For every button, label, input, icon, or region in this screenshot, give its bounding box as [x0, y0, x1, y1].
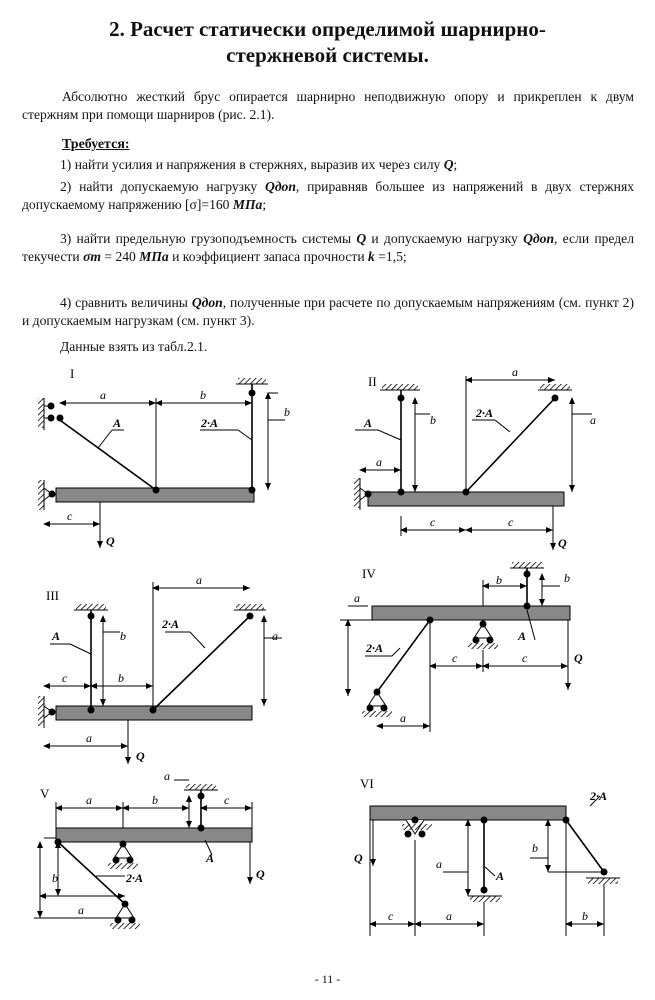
figure-2	[354, 376, 592, 550]
f3-b2: b	[118, 671, 124, 685]
f2-2A: 2·A	[476, 406, 494, 420]
f6-A: A	[496, 869, 505, 883]
f5-Q: Q	[256, 867, 265, 881]
f6-2A: 2·A	[590, 789, 608, 803]
page-title-line1: 2. Расчет статически определимой шарнирно-	[109, 17, 546, 41]
f2-a: a	[512, 365, 518, 379]
f6-a: a	[436, 857, 442, 871]
data-note: Данные взять из табл.2.1.	[60, 339, 208, 354]
f5-a2: a	[78, 903, 84, 917]
requirement-4: 4) сравнить величины Qдоп, полученные при расчете по допускаемым напряжениям (см. пункт 2) и допускаемым нагрузкам (см. пункт 3).	[22, 295, 634, 328]
page-number: - 11 -	[314, 972, 341, 986]
f2-a3: a	[590, 413, 596, 427]
f4-A: A	[518, 629, 527, 643]
f1-a: a	[100, 388, 106, 402]
f4-b: b	[496, 573, 502, 587]
f6-b: b	[532, 841, 538, 855]
f3-A: A	[52, 629, 61, 643]
f3-a3: a	[86, 731, 92, 745]
f3-a2: a	[272, 629, 278, 643]
f3-c: c	[62, 671, 68, 685]
figure-3-number: III	[46, 588, 59, 603]
f6-Q: Q	[354, 851, 363, 865]
f4-Q: Q	[574, 651, 583, 665]
f4-c: c	[452, 651, 458, 665]
f2-b: b	[430, 413, 436, 427]
f3-b: b	[120, 629, 126, 643]
requirement-2: 2) найти допускаемую нагрузку Qдоп, приравняв большее из напряжений в двух стержнях допускаемому напряжению [σ]=160 МПа;	[22, 179, 634, 212]
figure-6-number: VI	[360, 776, 374, 791]
f6-a2: a	[446, 909, 452, 923]
f1-A: A	[113, 416, 122, 430]
figure-4-number: IV	[362, 566, 376, 581]
intro-paragraph: Абсолютно жесткий брус опирается шарнирно неподвижную опору и прикреплен к двум стержням при помощи шарниров (рис. 2.1).	[22, 89, 634, 122]
f4-c2: c	[522, 651, 528, 665]
f5-c: c	[224, 793, 230, 807]
requirements-heading: Требуется:	[62, 137, 130, 152]
f1-Q: Q	[106, 534, 115, 548]
f6-b2: b	[582, 909, 588, 923]
figure-5-number: V	[40, 786, 50, 801]
f3-Q: Q	[136, 749, 145, 763]
f2-Q: Q	[558, 536, 567, 550]
f2-a2: a	[376, 455, 382, 469]
f5-a: a	[86, 793, 92, 807]
figure-1-number: I	[70, 366, 75, 381]
figure-1	[38, 378, 285, 548]
f5-A: A	[206, 851, 215, 865]
f6-c: c	[388, 909, 394, 923]
f5-a3: a	[164, 769, 170, 783]
f5-b: b	[152, 793, 158, 807]
f4-a2: a	[400, 711, 406, 725]
figure-2-number: II	[368, 374, 377, 389]
f3-2A: 2·A	[162, 617, 180, 631]
figure-5	[34, 780, 252, 929]
f4-2A: 2·A	[366, 641, 384, 655]
f5-b2: b	[52, 871, 58, 885]
f1-c: c	[67, 509, 73, 523]
f5-2A: 2·A	[126, 871, 144, 885]
figure-3	[38, 582, 282, 764]
f2-c: c	[430, 515, 436, 529]
f1-b: b	[200, 388, 206, 402]
f1-b2: b	[284, 405, 290, 419]
f2-c2: c	[508, 515, 514, 529]
requirement-1: 1) найти усилия и напряжения в стержнях, выразив их через силу Q;	[60, 157, 458, 172]
page-title-line2: стержневой системы.	[226, 43, 429, 67]
f1-2A: 2·A	[201, 416, 219, 430]
f4-b2: b	[564, 571, 570, 585]
requirement-3: 3) найти предельную грузоподъемность системы Q и допускаемую нагрузку Qдоп, если предел текучести σт = 240 МПа и коэффициент запаса прочности k =1,5;	[22, 231, 634, 264]
f2-A: A	[364, 416, 373, 430]
f3-a: a	[196, 573, 202, 587]
f4-a: a	[354, 591, 360, 605]
